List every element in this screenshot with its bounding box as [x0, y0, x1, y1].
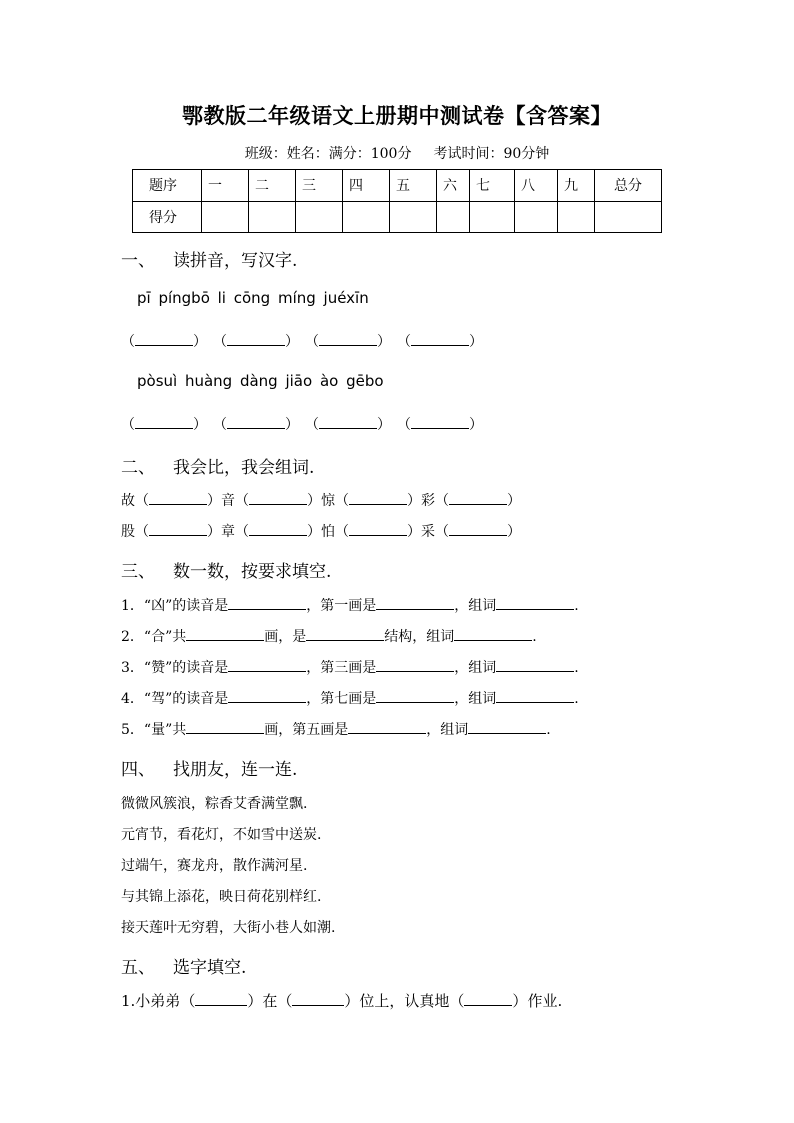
answer-blank[interactable] — [306, 627, 384, 641]
char: 采 — [421, 524, 435, 540]
answer-blank[interactable] — [376, 689, 454, 703]
compare-row-1: 故（ ）音（ ）惊（ ）彩（ ） — [121, 493, 521, 509]
section-2-heading — [121, 453, 314, 478]
compare-row-2: 股（ ）章（ ）怕（ ）采（ ） — [121, 524, 521, 540]
score-header-cell: 四 — [343, 170, 390, 202]
section-1-heading — [121, 246, 297, 271]
answer-blank[interactable] — [228, 596, 306, 610]
answer-blank[interactable] — [228, 658, 306, 672]
section-number: 一、 — [121, 251, 155, 271]
score-cell[interactable] — [558, 201, 595, 233]
section-3-heading — [121, 557, 331, 582]
score-cell[interactable] — [202, 201, 249, 233]
score-header-cell: 总分 — [595, 170, 662, 202]
answer-blank[interactable] — [228, 689, 306, 703]
exam-info — [0, 143, 794, 163]
section-title: 数一数，按要求填空. — [173, 562, 332, 582]
match-line[interactable]: 接天莲叶无穷碧，大街小巷人如潮. — [121, 920, 336, 936]
char: 彩 — [421, 493, 435, 509]
answer-blank[interactable] — [449, 491, 507, 505]
answer-blank[interactable]: （ ） — [121, 417, 207, 433]
score-cell[interactable] — [390, 201, 437, 233]
score-cell[interactable] — [515, 201, 558, 233]
score-cell[interactable] — [249, 201, 296, 233]
answer-blank[interactable] — [349, 522, 407, 536]
answer-blank[interactable]: （ ） — [121, 334, 207, 350]
info-class-name-score: 班级：姓名：满分：100分 — [244, 146, 412, 162]
score-header-cell: 九 — [558, 170, 595, 202]
answer-blank[interactable]: （ ） — [305, 417, 391, 433]
answer-blank[interactable]: （ ） — [397, 417, 483, 433]
score-table-header-row — [133, 170, 662, 202]
answer-blank[interactable] — [349, 491, 407, 505]
score-row-label: 得分 — [133, 201, 202, 233]
answer-blank[interactable] — [449, 522, 507, 536]
fill-item: 1．“凶”的读音是 ，第一画是 ，组词 . — [121, 598, 579, 614]
score-header-cell: 一 — [202, 170, 249, 202]
answer-blank[interactable] — [249, 491, 307, 505]
score-table-score-row — [133, 201, 662, 233]
answer-blank[interactable]: （ ） — [397, 334, 483, 350]
answer-blank[interactable] — [464, 992, 512, 1006]
score-cell[interactable] — [343, 201, 390, 233]
char: 音 — [221, 493, 235, 509]
score-cell[interactable] — [595, 201, 662, 233]
answer-blank[interactable] — [376, 596, 454, 610]
score-header-cell: 七 — [470, 170, 515, 202]
fill-item: 5．“量”共 画，第五画是 ，组词 . — [121, 722, 551, 738]
answer-blank[interactable] — [348, 720, 426, 734]
score-header-cell: 六 — [437, 170, 470, 202]
answer-blank[interactable] — [496, 689, 574, 703]
char: 惊 — [321, 493, 335, 509]
fill-item: 4．“驾”的读音是 ，第七画是 ，组词 . — [121, 691, 579, 707]
answer-blank[interactable] — [186, 627, 264, 641]
section-title: 选字填空. — [173, 958, 247, 978]
section-title: 我会比，我会组词. — [173, 458, 315, 478]
section-number: 三、 — [121, 562, 155, 582]
answer-blank[interactable] — [195, 992, 247, 1006]
match-line[interactable]: 与其锦上添花，映日荷花别样红. — [121, 889, 322, 905]
match-line[interactable]: 元宵节，看花灯，不如雪中送炭. — [121, 827, 322, 843]
pinyin-line-1: pī píngbō li cōng míng juéxīn — [137, 289, 369, 307]
page-title: 鄂教版二年级语文上册期中测试卷【含答案】 — [182, 103, 612, 128]
score-header-cell: 八 — [515, 170, 558, 202]
answer-blank[interactable] — [249, 522, 307, 536]
char: 故 — [121, 493, 135, 509]
score-header-cell: 二 — [249, 170, 296, 202]
answer-blank[interactable] — [468, 720, 546, 734]
answer-blank[interactable] — [186, 720, 264, 734]
fill-item: 2．“合”共 画，是 结构，组词 . — [121, 629, 537, 645]
score-cell[interactable] — [470, 201, 515, 233]
section-5-heading — [121, 953, 246, 978]
pinyin-line-2: pòsuì huàng dàng jiāo ào gēbo — [137, 372, 384, 390]
match-line[interactable]: 过端午，赛龙舟，散作满河星. — [121, 858, 308, 874]
section-number: 二、 — [121, 458, 155, 478]
answer-blank[interactable] — [149, 491, 207, 505]
answer-blank[interactable] — [496, 596, 574, 610]
score-table — [132, 169, 662, 233]
answer-blank[interactable] — [454, 627, 532, 641]
info-time: 考试时间：90分钟 — [433, 146, 550, 162]
score-header-cell: 五 — [390, 170, 437, 202]
answer-blank[interactable]: （ ） — [213, 334, 299, 350]
score-header-cell: 三 — [296, 170, 343, 202]
char: 章 — [221, 524, 235, 540]
section-title: 找朋友，连一连. — [173, 760, 298, 780]
answer-blanks-row-1 — [121, 331, 489, 351]
score-cell[interactable] — [296, 201, 343, 233]
section-title: 读拼音，写汉字. — [173, 251, 298, 271]
char: 股 — [121, 524, 135, 540]
answer-blank[interactable] — [376, 658, 454, 672]
section-4-heading — [121, 755, 297, 780]
section-number: 五、 — [121, 958, 155, 978]
score-header-cell: 题序 — [133, 170, 202, 202]
answer-blank[interactable] — [292, 992, 344, 1006]
answer-blank[interactable]: （ ） — [213, 417, 299, 433]
fill-item: 1.小弟弟（ ）在（ ）位上，认真地（ ）作业. — [121, 992, 563, 1010]
fill-item: 3．“赞”的读音是 ，第三画是 ，组词 . — [121, 660, 579, 676]
char: 怕 — [321, 524, 335, 540]
score-cell[interactable] — [437, 201, 470, 233]
section-number: 四、 — [121, 760, 155, 780]
match-line[interactable]: 微微风簇浪，粽香艾香满堂飘. — [121, 796, 308, 812]
answer-blank[interactable]: （ ） — [305, 334, 391, 350]
answer-blanks-row-2 — [121, 414, 489, 434]
answer-blank[interactable] — [149, 522, 207, 536]
answer-blank[interactable] — [496, 658, 574, 672]
